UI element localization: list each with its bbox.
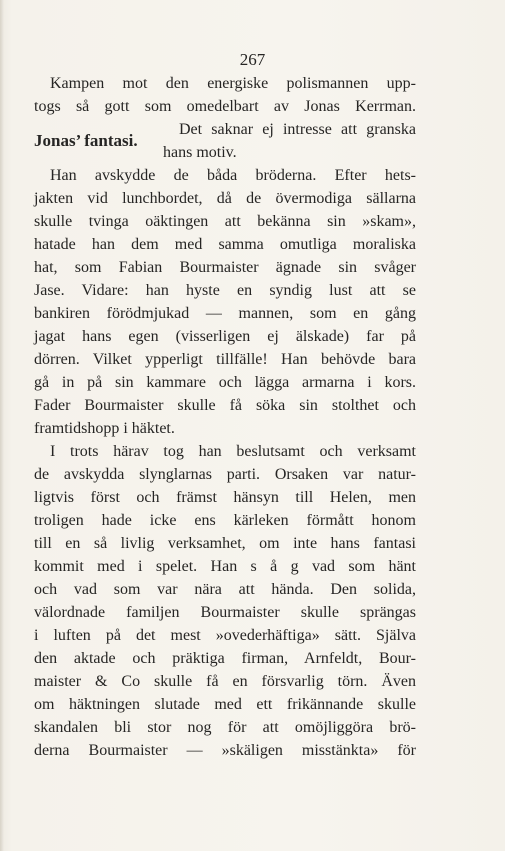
text-line: de avskydda slynglarnas parti. Orsaken var natur- bbox=[34, 466, 416, 483]
text-line: hat, som Fabian Bourmaister ägnade sin svåger bbox=[34, 259, 416, 276]
text-line: till en så livlig verksamhet, om inte hans fantasi bbox=[34, 535, 416, 552]
text-line: dörren. Vilket ypperligt tillfälle! Han behövde bara bbox=[34, 351, 416, 368]
text-line: bankiren förödmjukad — mannen, som en gång bbox=[34, 305, 416, 322]
text-line: gå in på sin kammare och lägga armarna i kors. bbox=[34, 374, 416, 391]
text-line: den aktade och präktiga firman, Arnfeldt, Bour- bbox=[34, 650, 416, 667]
text-line: togs så gott som omedelbart av Jonas Kerrman. bbox=[34, 98, 416, 115]
text-line: kommit med i spelet. Han s å g vad som hänt bbox=[34, 558, 416, 575]
text-line: jakten vid lunchbordet, då de övermodiga sällarna bbox=[34, 190, 416, 207]
text-line: skulle tvinga oäktingen att bekänna sin »skam», bbox=[34, 213, 416, 230]
text-line: framtidshopp i häktet. bbox=[34, 420, 175, 437]
marginal-note-text bbox=[163, 118, 416, 164]
text-line: derna Bourmaister — »skäligen misstänkta» för bbox=[34, 742, 416, 759]
text-line: ligtvis först och främst hänsyn till Helen, men bbox=[34, 489, 416, 506]
text-line: välordnade familjen Bourmaister skulle sprängas bbox=[34, 604, 416, 621]
paragraph-2 bbox=[34, 440, 416, 762]
marginal-note-heading: Jonas’ fantasi. bbox=[34, 131, 138, 150]
text-line: hans motiv. bbox=[163, 144, 237, 161]
text-line: maister & Co skulle få en försvarlig törn. Även bbox=[34, 673, 416, 690]
page-gutter-shadow bbox=[0, 0, 4, 851]
text-line: Jase. Vidare: han hyste en syndig lust att se bbox=[34, 282, 416, 299]
text-line: Kampen mot den energiske polismannen upp- bbox=[50, 75, 416, 92]
page-number: 267 bbox=[239, 50, 266, 69]
text-line: skandalen bli stor nog för att omöjliggöra brö- bbox=[34, 719, 416, 736]
text-line: hatade han dem med samma omutliga moraliska bbox=[34, 236, 416, 253]
paragraph-1 bbox=[34, 164, 416, 440]
marginal-note-block bbox=[34, 118, 416, 164]
text-line: om häktningen slutade med ett frikännande skulle bbox=[34, 696, 416, 713]
text-line: I trots härav tog han beslutsamt och verksamt bbox=[50, 443, 416, 460]
text-line: Det saknar ej intresse att granska bbox=[179, 121, 416, 138]
text-line: och vad som var nära att hända. Den solida, bbox=[34, 581, 416, 598]
text-line: jagat hans egen (visserligen ej älskade) far på bbox=[34, 328, 416, 345]
text-line: Fader Bourmaister skulle få söka sin stolthet och bbox=[34, 397, 416, 414]
body-text bbox=[34, 72, 416, 762]
text-line: Han avskydde de båda bröderna. Efter hets- bbox=[50, 167, 416, 184]
text-line: troligen hade icke ens kärleken förmått honom bbox=[34, 512, 416, 529]
text-line: i luften på det mest »ovederhäftiga» sätt. Själva bbox=[34, 627, 416, 644]
